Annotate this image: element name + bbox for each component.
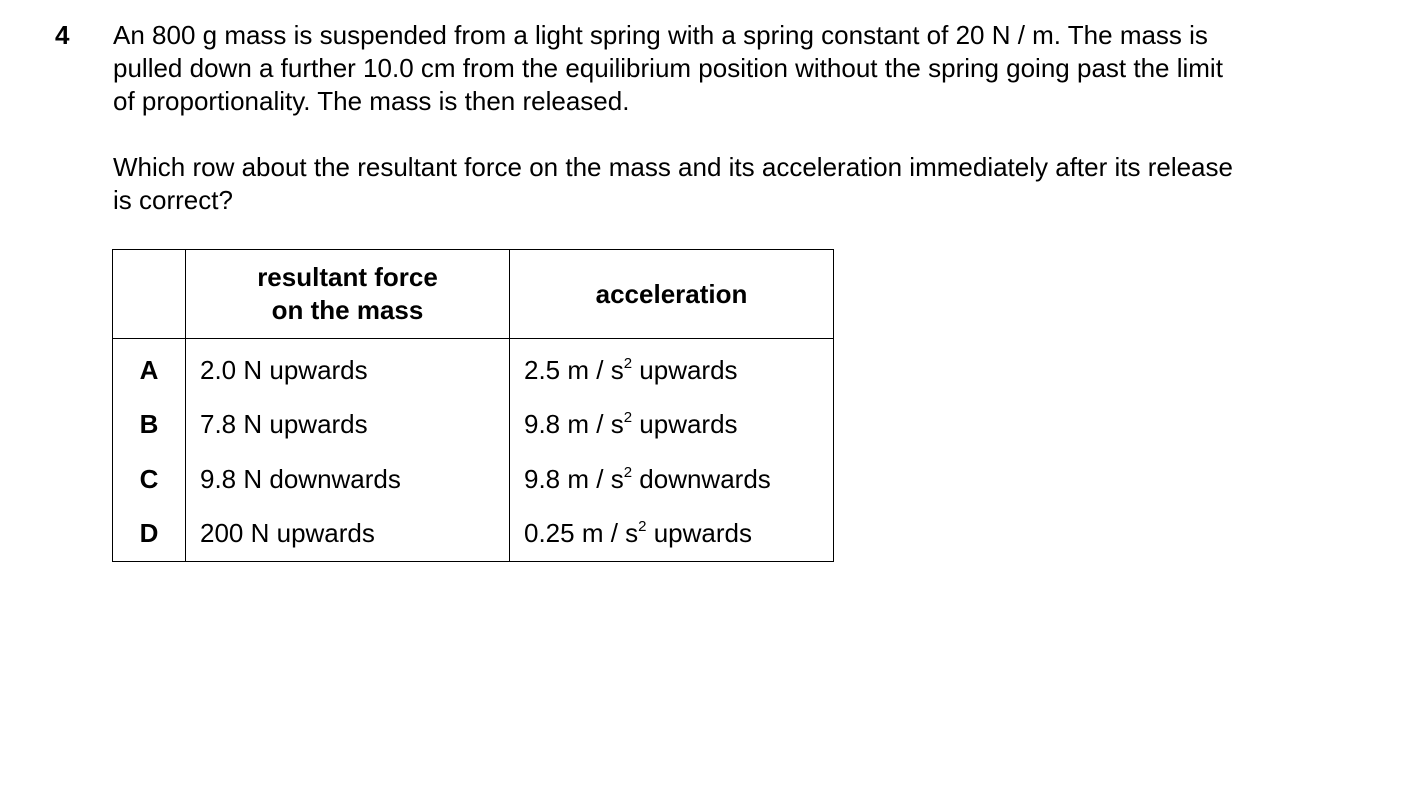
acc-value: 9.8 m / s [524, 409, 624, 440]
force-cell: 7.8 N upwards [186, 398, 510, 453]
force-cell: 9.8 N downwards [186, 452, 510, 507]
acceleration-cell [510, 339, 834, 398]
header-acceleration: acceleration [510, 250, 834, 339]
force-cell: 2.0 N upwards [186, 339, 510, 398]
option-letter: C [113, 452, 186, 507]
header-force-line2: on the mass [271, 295, 424, 325]
option-letter: A [113, 339, 186, 398]
question-prompt [113, 151, 1373, 217]
acc-direction: upwards [632, 354, 738, 385]
acc-direction: downwards [632, 463, 771, 494]
acceleration-cell [510, 507, 834, 562]
acc-exponent: 2 [638, 518, 647, 536]
acceleration-cell [510, 398, 834, 453]
header-force [186, 250, 510, 339]
question-number: 4 [55, 20, 70, 50]
option-row-d [113, 507, 834, 562]
acc-direction: upwards [632, 409, 738, 440]
acc-exponent: 2 [623, 463, 633, 481]
acceleration-cell [510, 452, 834, 507]
acc-exponent: 2 [623, 409, 633, 427]
option-row-c [113, 452, 834, 507]
acc-value: 2.5 m / s [524, 354, 624, 385]
option-row-b [113, 398, 834, 453]
option-letter: B [113, 398, 186, 453]
options-table [112, 249, 834, 562]
prompt-line: is correct? [113, 185, 233, 215]
option-letter: D [113, 507, 186, 562]
stem-line: An 800 g mass is suspended from a light spring with a spring constant of 20 N / m. The mass is [113, 20, 1208, 50]
header-blank-cell [113, 250, 186, 339]
question-stem [113, 19, 1373, 118]
header-force-line1: resultant force [257, 262, 438, 292]
acc-direction: upwards [646, 518, 752, 549]
stem-line: pulled down a further 10.0 cm from the equilibrium position without the spring going past the limit [113, 53, 1223, 83]
option-row-a [113, 339, 834, 398]
acc-exponent: 2 [623, 354, 633, 372]
force-cell: 200 N upwards [186, 507, 510, 562]
stem-line: of proportionality. The mass is then released. [113, 86, 630, 116]
acc-value: 0.25 m / s [524, 518, 639, 549]
acc-value: 9.8 m / s [524, 463, 624, 494]
header-row [113, 250, 834, 339]
prompt-line: Which row about the resultant force on the mass and its acceleration immediately after its release [113, 152, 1233, 182]
